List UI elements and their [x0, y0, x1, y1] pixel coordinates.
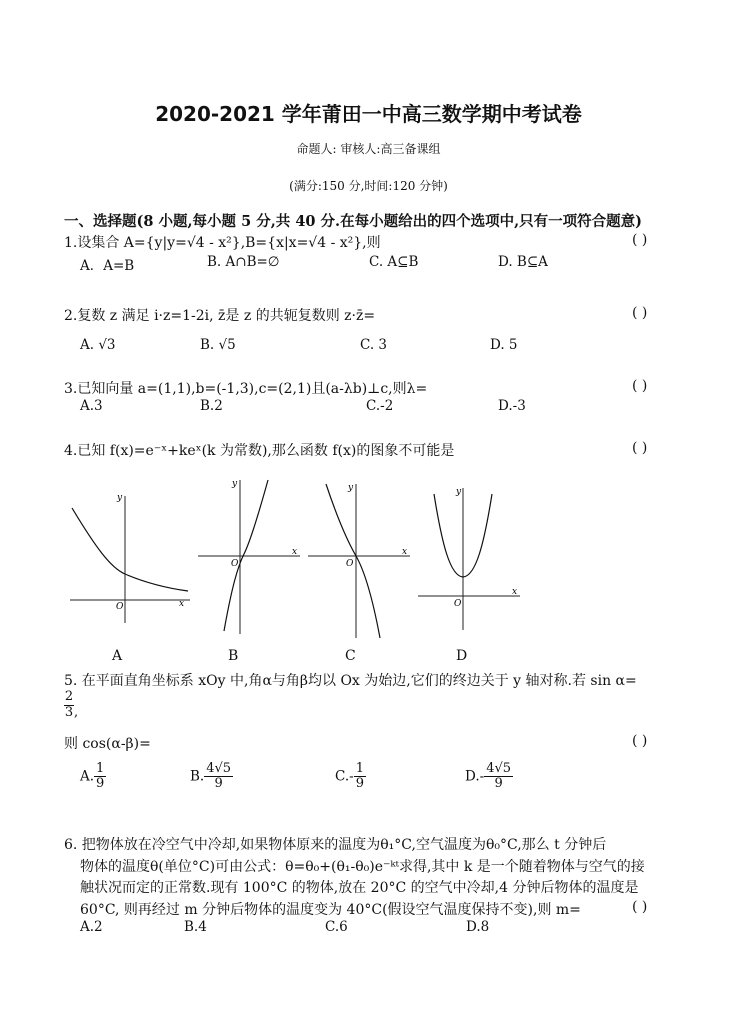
- authors-line: 命题人: 审核人:高三备课组: [296, 142, 441, 156]
- graph-a-curve: [72, 508, 188, 591]
- graph-d-origin: O: [454, 599, 462, 609]
- q1-option-b: B. A∩B=∅: [207, 254, 280, 270]
- page-title: 2020-2021 学年莆田一中高三数学期中考试卷: [155, 102, 582, 126]
- q6-line3: 触状况而定的正常数.现有 100°C 的物体,放在 20°C 的空气中冷却,4 分钟后物体的温度是: [80, 880, 639, 896]
- q5-option-b: [190, 762, 233, 792]
- q5-option-d: [465, 762, 513, 792]
- q5-option-c-prefix: C.-: [335, 768, 354, 785]
- q3-option-a: A.3: [80, 398, 103, 414]
- q2-answer-paren: ( ): [632, 305, 648, 321]
- q2-option-c: C. 3: [360, 337, 388, 353]
- graph-d-x-label: x: [512, 587, 518, 597]
- q3-option-c: C.-2: [366, 398, 394, 414]
- q5-given-fraction: [64, 690, 78, 721]
- q6-line2: 物体的温度θ(单位°C)可由公式：θ=θ₀+(θ₁-θ₀)e⁻ᵏᵗ求得,其中 k 是一个随着物体与空气的接: [80, 859, 645, 875]
- q5-option-a-prefix: A.: [80, 768, 95, 785]
- graph-b-x-label: x: [292, 547, 298, 557]
- q5-given-num: 2: [64, 689, 74, 704]
- q2-option-a: A. √3: [80, 337, 116, 353]
- q6-option-a: A.2: [80, 919, 103, 935]
- graph-d-y-label: y: [456, 487, 462, 497]
- q2-option-b: B. √5: [200, 337, 236, 353]
- q2-stem: 2.复数 z 满足 i·z=1-2i, z̄是 z 的共轭复数则 z·z̄=: [64, 308, 376, 324]
- q3-answer-paren: ( ): [632, 378, 648, 394]
- q5-given-den: 3: [64, 704, 74, 720]
- q1-stem: 1.设集合 A={y|y=√4 - x²},B={x|x=√4 - x²},则: [64, 235, 381, 251]
- q5-option-d-prefix: D.-: [465, 768, 485, 785]
- q3-option-d: D.-3: [498, 398, 526, 414]
- q6-line1: 6. 把物体放在冷空气中冷却,如果物体原来的温度为θ₁°C,空气温度为θ₀°C,那么 t 分钟后: [64, 837, 607, 853]
- q5-answer-paren: ( ): [632, 733, 648, 749]
- q6-answer-paren: ( ): [632, 899, 648, 915]
- q5-given-tail: ,: [74, 704, 79, 720]
- exam-info: (满分:150 分,时间:120 分钟): [289, 179, 448, 193]
- q6-option-b: B.4: [184, 919, 207, 935]
- graph-d: [416, 484, 526, 634]
- graph-a-y-label: y: [117, 493, 123, 503]
- q5-option-b-prefix: B.: [190, 768, 205, 785]
- graph-a-label: A: [112, 648, 123, 664]
- q5-option-a-num: 1: [96, 761, 105, 776]
- graph-a: [66, 488, 196, 628]
- q5-option-a-den: 9: [96, 776, 105, 792]
- graph-b-origin: O: [231, 559, 239, 569]
- graph-a-origin: O: [116, 602, 124, 612]
- q1-option-d: D. B⊆A: [498, 254, 548, 270]
- q5-option-c: [335, 762, 366, 792]
- q4-answer-paren: ( ): [632, 440, 648, 456]
- graph-a-x-label: x: [179, 599, 185, 609]
- q5-option-a: [80, 762, 106, 792]
- q3-option-b: B.2: [200, 398, 223, 414]
- graph-c-origin: O: [346, 559, 354, 569]
- q6-option-d: D.8: [466, 919, 490, 935]
- graph-c: [306, 480, 416, 640]
- section-heading: 一、选择题(8 小题,每小题 5 分,共 40 分.在每小题给出的四个选项中,只有一项符合题意): [64, 213, 643, 230]
- graph-b: [196, 476, 306, 636]
- graph-c-y-label: y: [348, 483, 354, 493]
- q4-stem: 4.已知 f(x)=e⁻ˣ+keˣ(k 为常数),那么函数 f(x)的图象不可能是: [64, 443, 455, 459]
- graph-c-x-label: x: [402, 547, 408, 557]
- q5-option-d-den: 9: [494, 776, 503, 792]
- q5-stem-line2: 则 cos(α-β)=: [64, 736, 151, 752]
- q1-answer-paren: ( ): [632, 232, 648, 248]
- q5-option-b-den: 9: [214, 776, 223, 792]
- q5-option-c-den: 9: [355, 776, 364, 792]
- graph-b-label: B: [228, 648, 239, 664]
- q1-option-a: A．A=B: [80, 258, 135, 274]
- q5-stem-line1: 5. 在平面直角坐标系 xOy 中,角α与角β均以 Ox 为始边,它们的终边关于 y 轴对称.若 sin α=: [64, 673, 637, 689]
- q1-option-c: C. A⊆B: [369, 254, 419, 270]
- graph-b-y-label: y: [232, 479, 238, 489]
- q5-option-b-num: 4√5: [206, 761, 232, 776]
- q5-option-d-num: 4√5: [486, 761, 512, 776]
- q6-option-c: C.6: [325, 919, 348, 935]
- q2-option-d: D. 5: [490, 337, 518, 353]
- graph-d-label: D: [456, 648, 468, 664]
- q5-option-c-num: 1: [355, 761, 364, 776]
- graph-c-label: C: [345, 648, 356, 664]
- q3-stem: 3.已知向量 a=(1,1),b=(-1,3),c=(2,1)且(a-λb)⊥c,则λ=: [64, 381, 428, 397]
- q6-line4: 60°C, 则再经过 m 分钟后物体的温度变为 40°C(假设空气温度保持不变),则 m=: [80, 902, 581, 918]
